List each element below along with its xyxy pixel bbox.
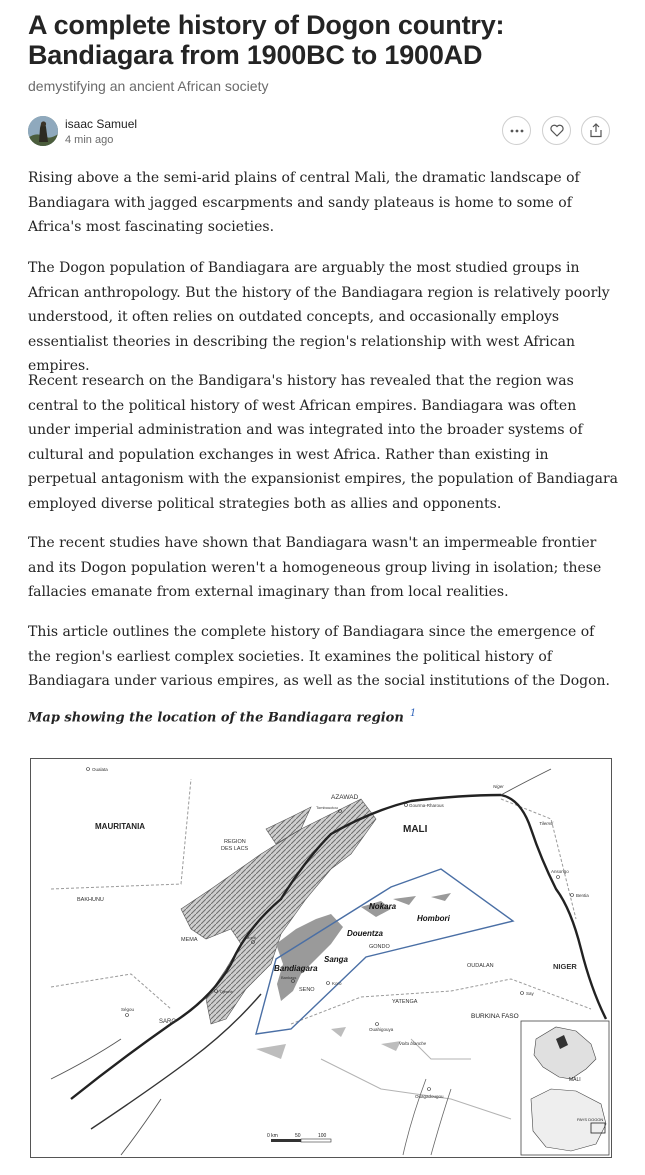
label-nokara: Nokara	[369, 902, 397, 911]
label-azawad: AZAWAD	[331, 794, 359, 801]
share-icon	[589, 123, 603, 138]
label-scale-0: 0 km	[267, 1133, 278, 1139]
label-gondo: GONDO	[369, 944, 390, 950]
bandiagara-map	[30, 758, 612, 1158]
more-horizontal-icon	[510, 129, 524, 133]
label-mauritania: MAURITANIA	[95, 822, 146, 831]
label-sanga: Sanga	[324, 955, 349, 964]
author-name[interactable]: isaac Samuel	[65, 117, 138, 131]
label-ouahigouya: Ouahigouya	[369, 1027, 394, 1032]
label-bankass: Bankass	[281, 975, 297, 980]
label-gourma: Gourma-Rharous	[409, 803, 444, 808]
label-hombori: Hombori	[417, 914, 450, 923]
article-title: A complete history of Dogon country: Bandiagara from 1900BC to 1900AD	[28, 10, 505, 70]
label-douentza: Douentza	[347, 929, 383, 938]
label-say: Say	[526, 991, 534, 996]
read-time: 4 min ago	[65, 134, 114, 146]
label-koro: Koro	[332, 981, 342, 986]
footnote-link[interactable]: 1	[409, 708, 417, 719]
label-niger-river: Niger	[493, 784, 504, 789]
label-oudalan: OUDALAN	[467, 963, 494, 969]
label-ouagadougou: Ouagadougou	[415, 1094, 444, 1099]
map-caption	[28, 708, 416, 725]
label-inset-mali: MALI	[569, 1077, 581, 1083]
label-mali: MALI	[403, 824, 428, 835]
like-button[interactable]	[542, 116, 571, 145]
avatar[interactable]	[28, 116, 58, 146]
label-saro: SARO	[159, 1019, 177, 1025]
label-mopti: Mopti	[246, 935, 256, 940]
label-scale-100: 100	[318, 1133, 327, 1139]
label-ansongo: Ansongo	[551, 869, 569, 874]
label-volta: Volta blanche	[399, 1041, 427, 1046]
label-inset-pays-dogon: PAYS DOGON	[577, 1117, 604, 1122]
label-segou: Ségou	[121, 1007, 135, 1012]
label-bakhunu: BAKHUNU	[77, 897, 104, 903]
label-djenne: Djenné	[220, 989, 233, 994]
map-caption-text: Map showing the location of the Bandiagara region	[28, 710, 404, 726]
paragraph-1: Rising above a the semi-arid plains of central Mali, the dramatic landscape of Bandiagara with jagged escarpments and sandy plateaus is home to some of Africa's most fascinating societies.	[28, 170, 580, 235]
article-subtitle: demystifying an ancient African society	[28, 78, 269, 94]
avatar-image-icon	[28, 116, 58, 146]
label-seno: SENO	[299, 987, 315, 993]
label-mema: MEMA	[181, 937, 198, 943]
label-tilemsi: Tilemsi	[539, 821, 554, 826]
label-des-lacs: DES LACS	[221, 846, 249, 852]
paragraph-5: This article outlines the complete history of Bandiagara since the emergence of the region's earliest complex societies. It examines the political history of Bandiagara under various empires, as well as the social institutions of the Dogon.	[28, 624, 611, 689]
paragraph-4: The recent studies have shown that Bandiagara wasn't an impermeable frontier and its Dogon population weren't a homogeneous group living in isolation; these fallacies emanate from external imaginary than from local realities.	[28, 535, 602, 600]
paragraph-3: Recent research on the Bandigara's history has revealed that the region was central to the political history of west African empires. Bandiagara was often under imperial administration and was integrated into the broader systems of cultural and population exchanges in west Africa. Rather than existing in perpetual antagonism with the expansionist empires, the population of Bandiagara employed diverse political strategies both as allies and opponents.	[28, 373, 618, 512]
label-region: REGION	[224, 839, 246, 845]
map-graphic	[31, 759, 611, 1157]
share-button[interactable]	[581, 116, 610, 145]
label-scale-50: 50	[295, 1133, 301, 1139]
more-button[interactable]	[502, 116, 531, 145]
label-oualata: Oualata	[92, 767, 108, 772]
label-bentia: Bentia	[576, 893, 589, 898]
label-bandiagara: Bandiagara	[274, 964, 318, 973]
label-niger: NIGER	[553, 962, 577, 971]
paragraph-2: The Dogon population of Bandiagara are arguably the most studied groups in African anthropology. But the history of the Bandiagara region is relatively poorly understood, it often relies on outdated concepts, and occasionally employs essentialist theories in describing the region's relationship with west African empires.	[28, 260, 610, 374]
heart-icon	[550, 124, 564, 137]
label-tombouctou: Tombouctou	[316, 805, 338, 810]
label-yatenga: YATENGA	[392, 999, 418, 1005]
label-burkina-faso: BURKINA FASO	[471, 1013, 519, 1020]
